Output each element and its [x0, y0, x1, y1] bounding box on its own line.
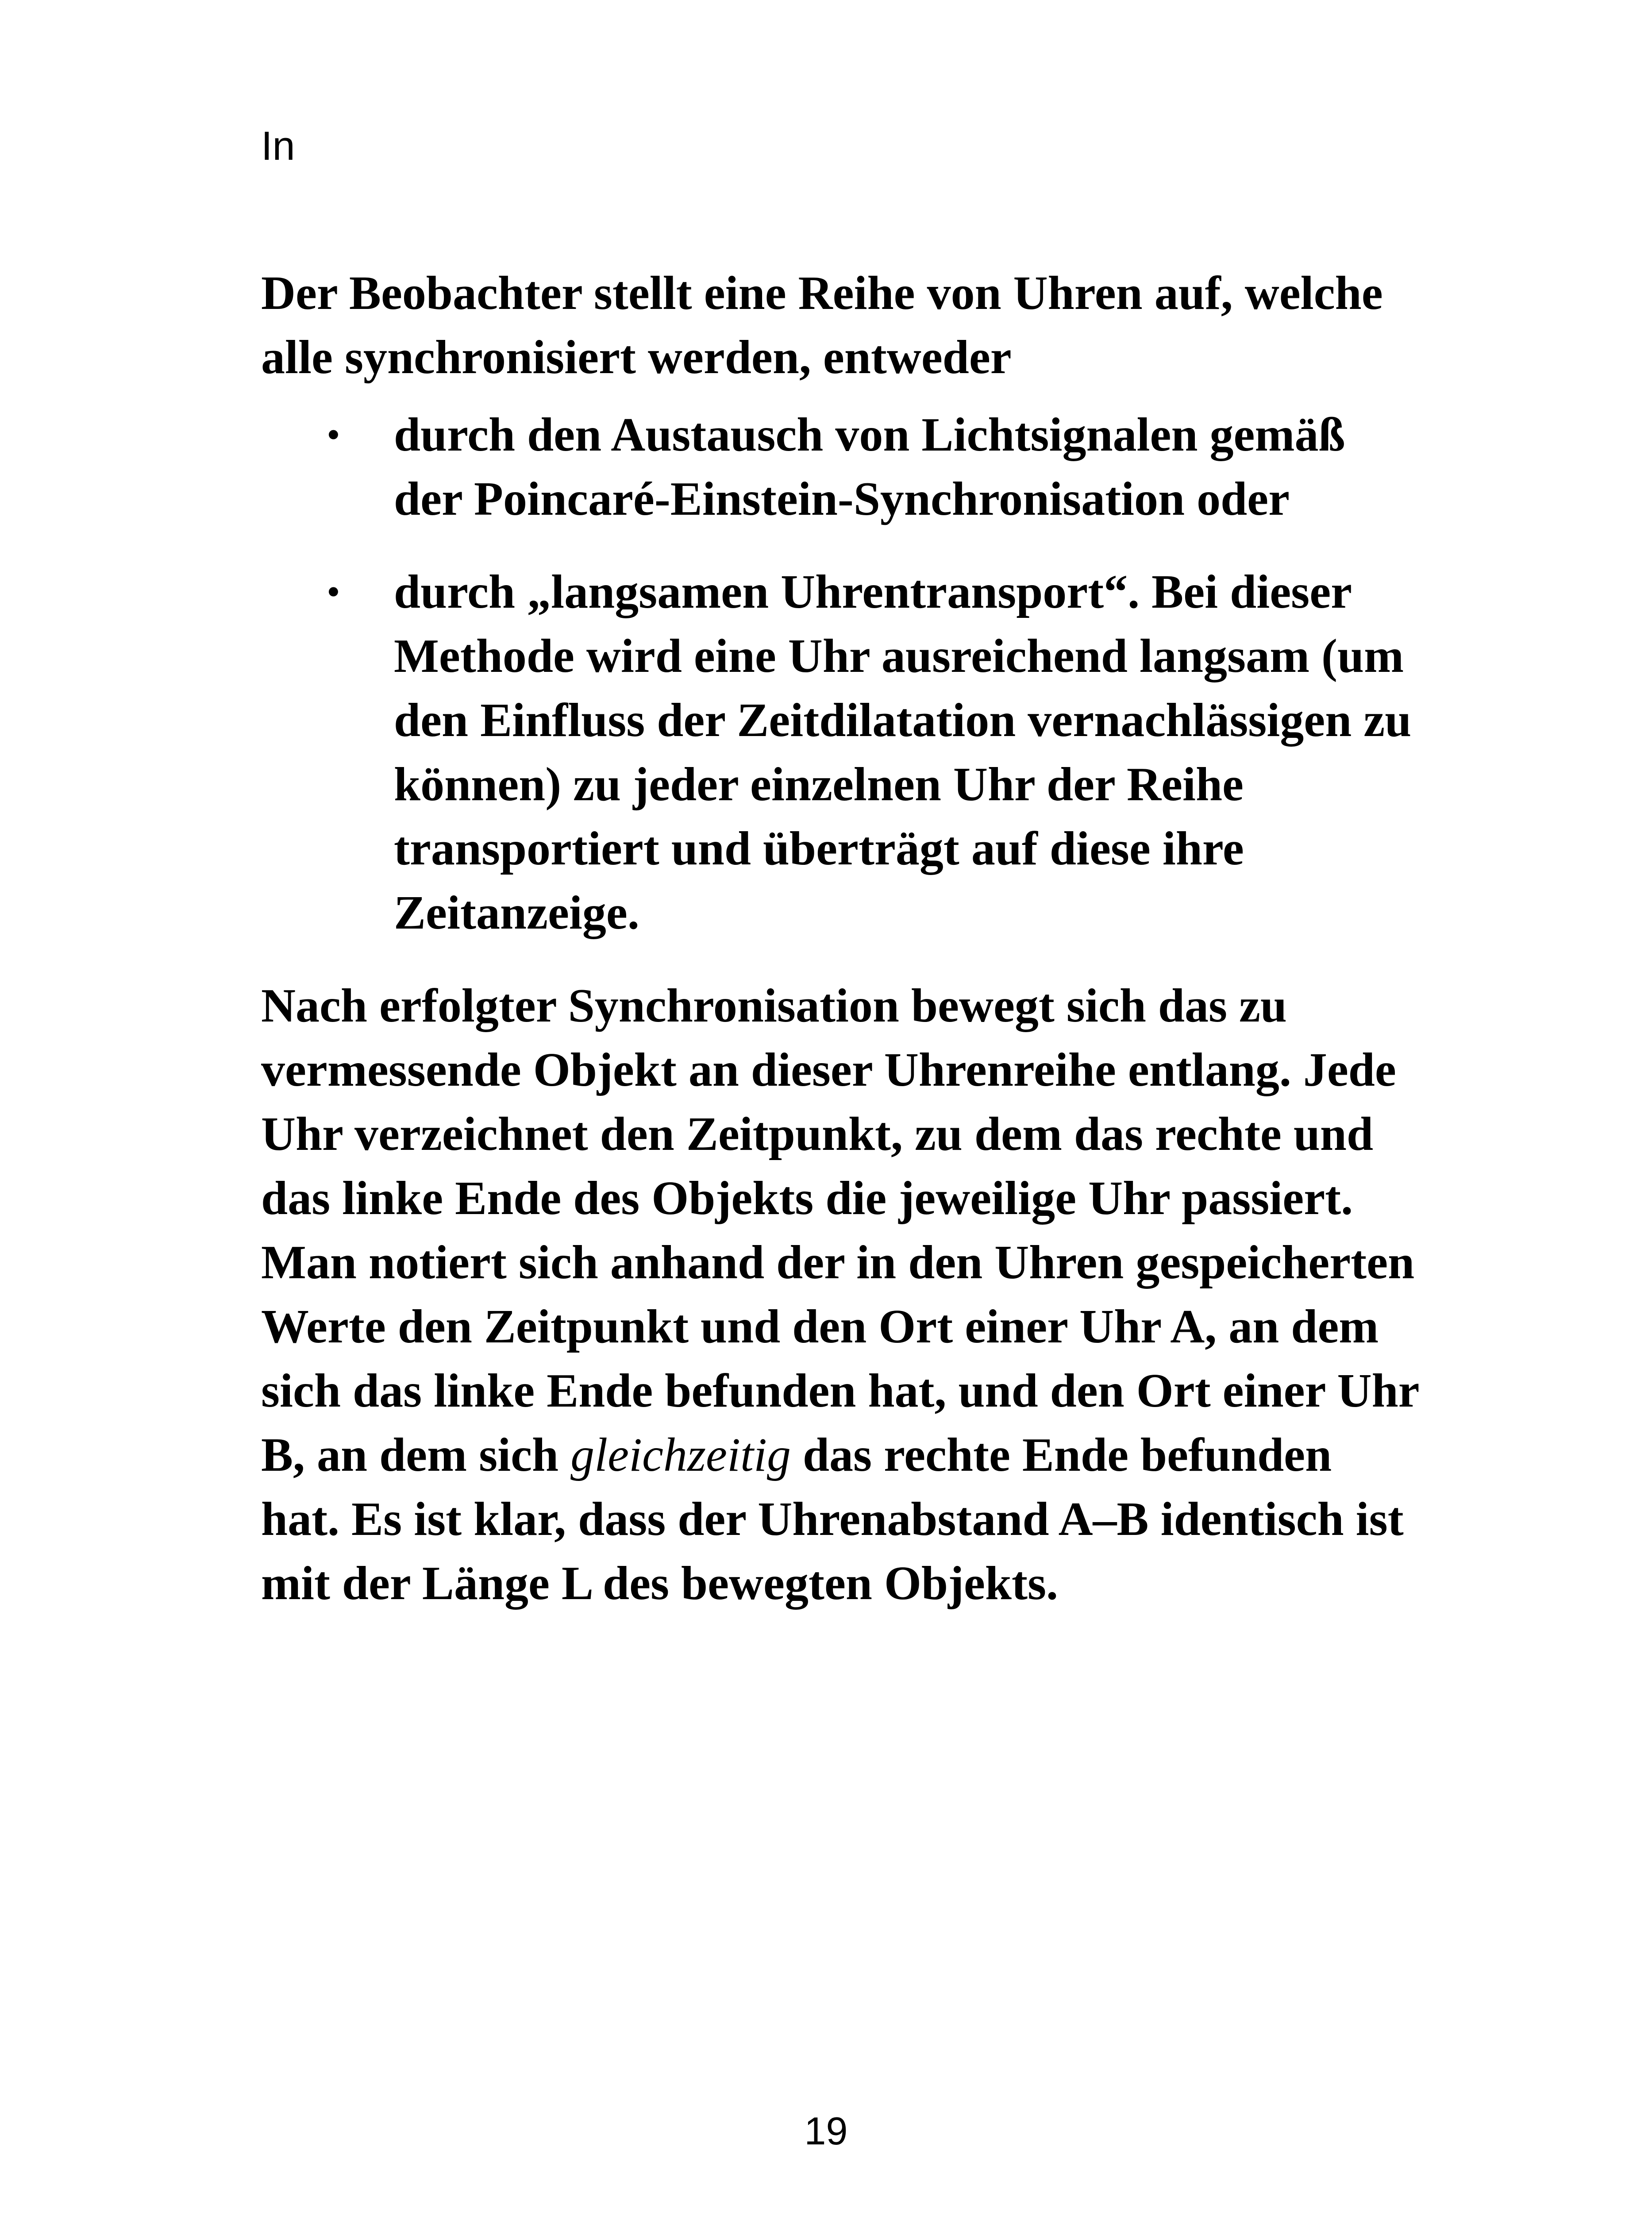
measurement-paragraph: [261, 974, 1421, 1615]
list-item: [261, 560, 1421, 945]
bullet-icon: •: [327, 571, 340, 613]
running-header: In: [261, 123, 295, 169]
emphasized-word: gleichzeitig: [570, 1429, 791, 1481]
bullet-icon: •: [327, 413, 340, 456]
page-number: 19: [804, 2109, 848, 2153]
list-item-text: durch „langsamen Uhrentransport“. Bei dieser Methode wird eine Uhr ausreichend langsam (um den Einfluss der Zeitdilatation vernachlässigen zu können) zu jeder einzelnen Uhr der Reihe transportiert und überträgt auf diese ihre Zeitanzeige.: [394, 566, 1412, 939]
paragraph-text-after: das rechte Ende befunden hat. Es ist klar, dass der Uhrenabstand A–B identisch ist mit der Länge L des bewegten Objekts.: [261, 1429, 1404, 1610]
list-item-text: durch den Austausch von Lichtsignalen gemäß der Poincaré-Einstein-Synchronisation oder: [394, 409, 1345, 525]
paragraph-text-before: Nach erfolgter Synchronisation bewegt sich das zu vermessende Objekt an dieser Uhrenreihe entlang. Jede Uhr verzeichnet den Zeitpunkt, zu dem das rechte und das linke Ende des Objekts die jeweilige Uhr passiert. Man notiert sich anhand der in den Uhren gespeicherten Werte den Zeitpunkt und den Ort einer Uhr A, an dem sich das linke Ende befunden hat, und den Ort einer Uhr B, an dem sich: [261, 979, 1419, 1481]
synchronization-methods-list: [261, 403, 1421, 945]
main-content: [261, 261, 1421, 1615]
intro-paragraph: Der Beobachter stellt eine Reihe von Uhren auf, welche alle synchronisiert werden, entweder: [261, 267, 1383, 384]
list-item: [261, 403, 1421, 531]
